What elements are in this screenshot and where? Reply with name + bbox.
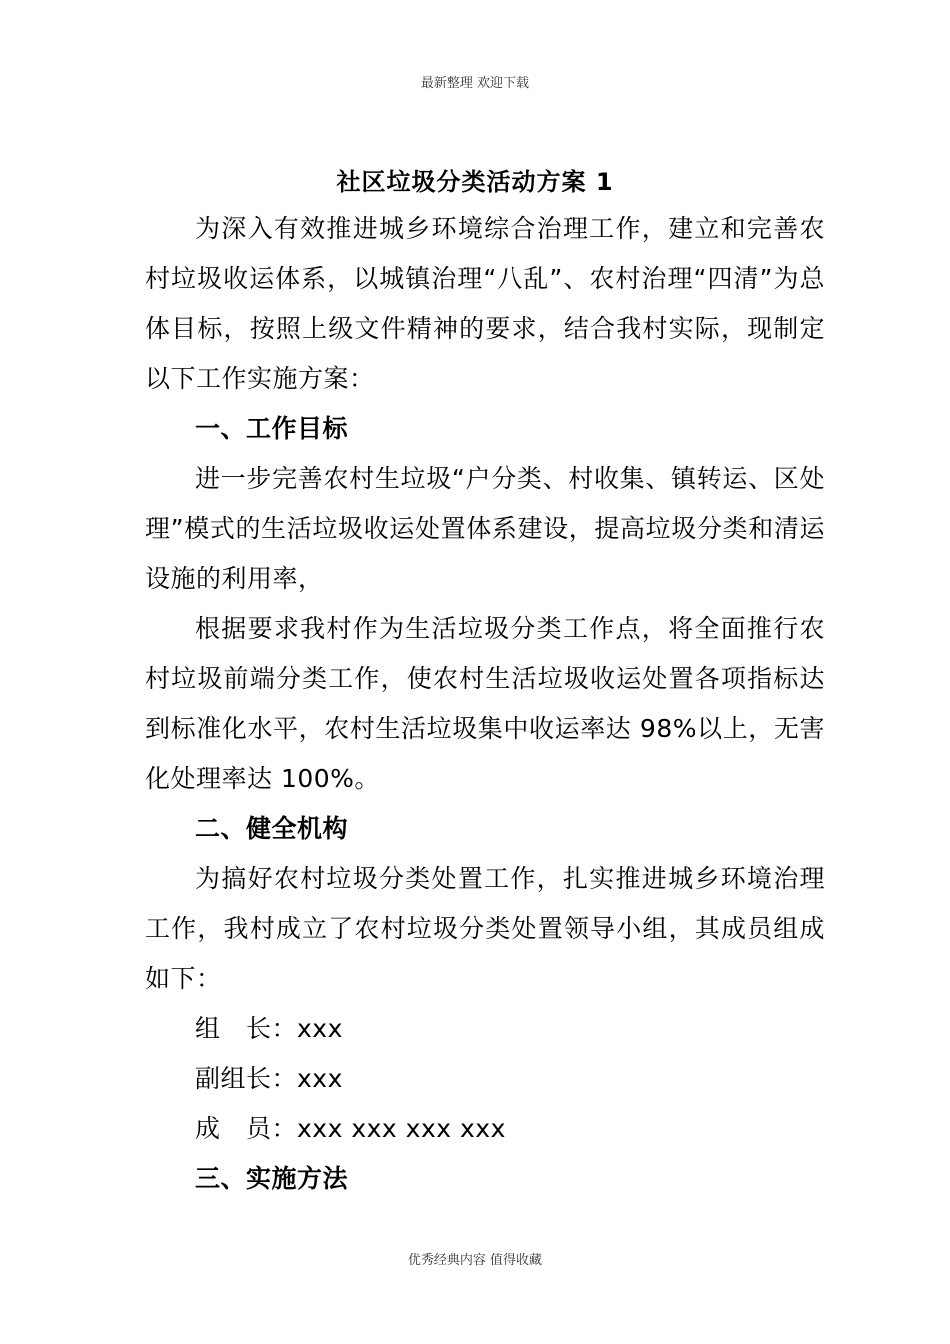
document-body [145,204,825,1204]
member-members: 成 员：xxx xxx xxx xxx [195,1114,506,1143]
member-deputy-leader: 副组长：xxx [195,1064,343,1093]
document-title: 社区垃圾分类活动方案 1 [336,168,614,196]
goals-paragraph-2: 根据要求我村作为生活垃圾分类工作点，将全面推行农村垃圾前端分类工作，使农村生活垃圾收运处置各项指标达到标准化水平，农村生活垃圾集中收运率达 98%以上，无害化处理率达 100%。 [145,614,825,793]
section-heading-methods: 三、实施方法 [195,1164,349,1193]
member-leader: 组 长：xxx [195,1014,343,1043]
organization-paragraph: 为搞好农村垃圾分类处置工作，扎实推进城乡环境治理工作，我村成立了农村垃圾分类处置领导小组，其成员组成如下： [145,864,825,993]
section-heading-organization: 二、健全机构 [195,814,349,843]
intro-paragraph: 为深入有效推进城乡环境综合治理工作，建立和完善农村垃圾收运体系，以城镇治理“八乱”、农村治理“四清”为总体目标，按照上级文件精神的要求，结合我村实际，现制定以下工作实施方案： [145,214,825,393]
goals-paragraph-1: 进一步完善农村生垃圾“户分类、村收集、镇转运、区处理”模式的生活垃圾收运处置体系建设，提高垃圾分类和清运设施的利用率， [145,464,825,593]
section-heading-goals: 一、工作目标 [195,414,349,443]
page-footer: 优秀经典内容 值得收藏 [407,1253,543,1268]
page-header: 最新整理 欢迎下载 [420,76,530,91]
